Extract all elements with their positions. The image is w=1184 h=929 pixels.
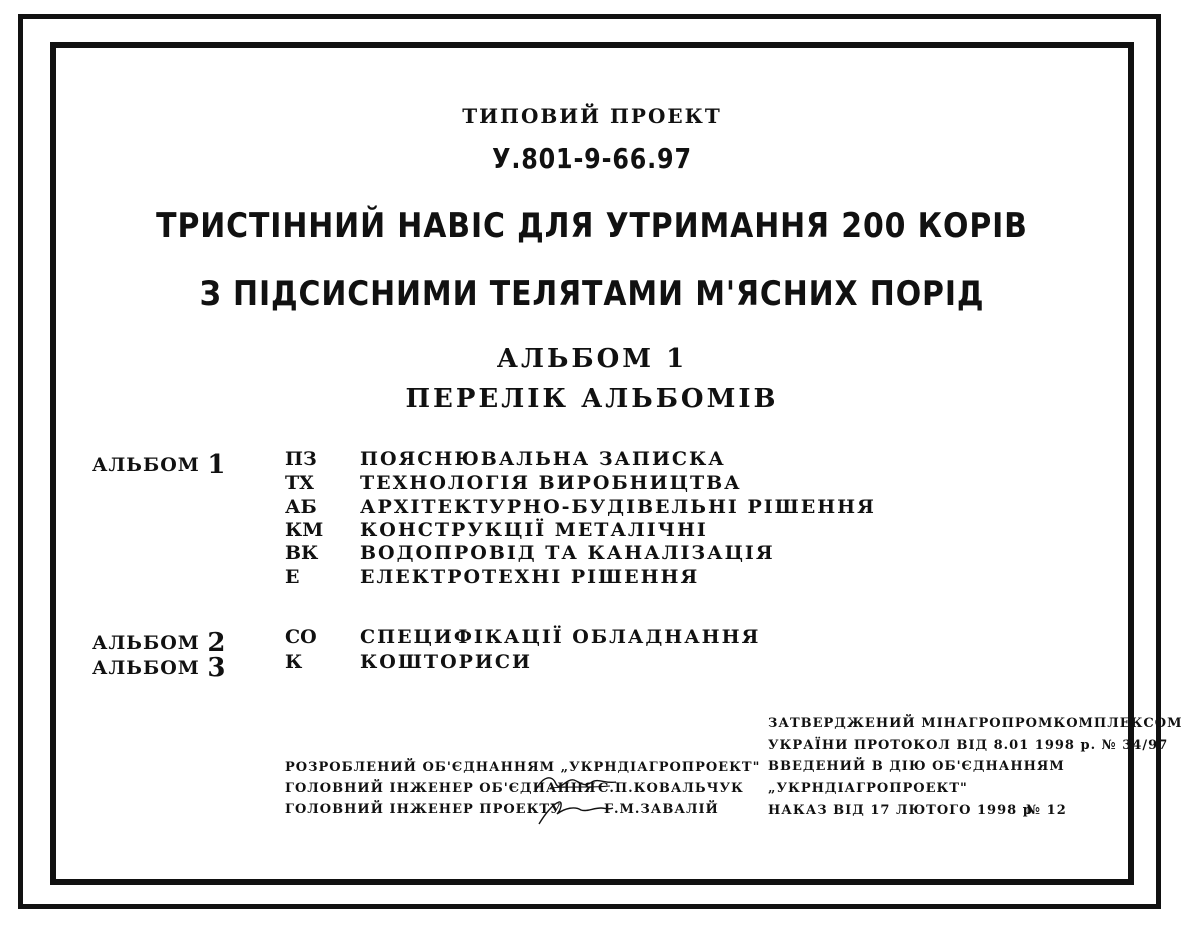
album-section-name: КОШТОРИСИ [360,651,532,673]
album-section-code: Е [285,566,300,588]
album-label: АЛЬБОМ 3 [92,653,227,683]
title-line-2: З ПІДСИСНИМИ ТЕЛЯТАМИ М'ЯСНИХ ПОРІД [199,274,985,314]
album-section-code: КМ [285,519,324,541]
album-label: АЛЬБОМ 1 [92,450,227,480]
album-section-name: СПЕЦИФІКАЦІЇ ОБЛАДНАННЯ [360,626,761,648]
chief-engineer-project-name: Г.М.ЗАВАЛІЙ [604,802,719,817]
approved-line-3: ВВЕДЕНИЙ В ДІЮ ОБ'ЄДНАННЯМ [768,759,1065,774]
project-code: У.801-9-66.97 [492,142,692,175]
album-section-name: АРХІТЕКТУРНО-БУДІВЕЛЬНІ РІШЕННЯ [360,496,876,518]
developed-by-line: РОЗРОБЛЕНИЙ ОБ'ЄДНАННЯМ „УКРНДІАГРОПРОЕКТ" [285,760,761,775]
album-section-name: ТЕХНОЛОГІЯ ВИРОБНИЦТВА [360,472,742,494]
approved-line-5: НАКАЗ ВІД 17 ЛЮТОГО 1998 р [768,803,1033,818]
title-line-1: ТРИСТІННИЙ НАВІС ДЛЯ УТРИМАННЯ 200 КОРІВ [156,206,1028,246]
album-row [0,519,1184,543]
album-row [0,651,1184,683]
album-section-code: ПЗ [285,448,317,470]
approved-line-4: „УКРНДІАГРОПРОЕКТ" [768,781,968,796]
album-section-name: КОНСТРУКЦІЇ МЕТАЛІЧНІ [360,519,708,541]
album-label: АЛЬБОМ 2 [92,628,227,658]
album-row [0,542,1184,566]
album-section-name: ЕЛЕКТРОТЕХНІ РІШЕННЯ [360,566,700,588]
project-type-label: ТИПОВИЙ ПРОЕКТ [462,104,722,128]
album-row [0,472,1184,496]
chief-engineer-project-role: ГОЛОВНИЙ ІНЖЕНЕР ПРОЕКТУ [285,802,562,817]
album-row [0,566,1184,590]
album-heading: АЛЬБОМ 1 [496,344,688,374]
signature-zavaliy-icon [535,796,615,828]
approved-line-2: УКРАЇНИ ПРОТОКОЛ ВІД 8.01 1998 р. № 34/97 [768,738,1169,753]
album-list-title: ПЕРЕЛІК АЛЬБОМІВ [405,384,779,414]
album-section-code: СО [285,626,317,648]
album-section-code: АБ [285,496,317,518]
album-section-name: ПОЯСНЮВАЛЬНА ЗАПИСКА [360,448,726,470]
chief-engineer-org-role: ГОЛОВНИЙ ІНЖЕНЕР ОБ'ЄДНАННЯ [285,781,597,796]
album-section-code: ТХ [285,472,314,494]
approved-line-1: ЗАТВЕРДЖЕНИЙ МІНАГРОПРОМКОМПЛЕКСОМ [768,716,1183,731]
album-row [0,448,1184,480]
chief-engineer-org-name: С.П.КОВАЛЬЧУК [598,781,744,796]
album-section-code: ВК [285,542,319,564]
album-section-name: ВОДОПРОВІД ТА КАНАЛІЗАЦІЯ [360,542,775,564]
album-section-code: К [285,651,303,673]
order-number: № 12 [1026,803,1067,818]
album-row [0,496,1184,520]
album-row [0,626,1184,658]
